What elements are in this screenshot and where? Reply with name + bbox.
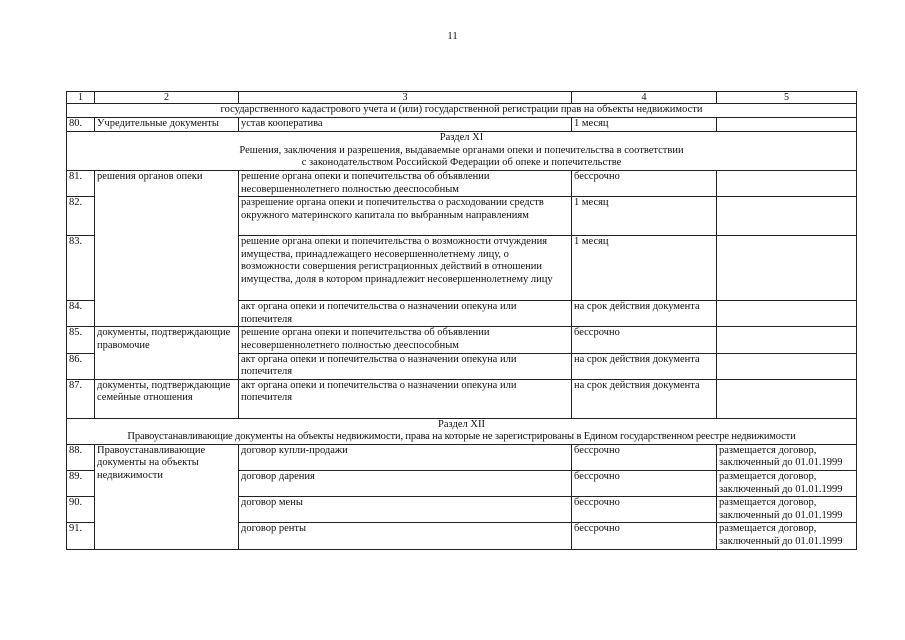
column-header-row bbox=[67, 92, 857, 104]
note bbox=[717, 301, 857, 327]
storage-period: 1 месяц bbox=[572, 118, 717, 132]
table-row bbox=[67, 171, 857, 197]
note bbox=[717, 197, 857, 236]
note bbox=[717, 379, 857, 418]
table-row bbox=[67, 118, 857, 132]
document-name: договор дарения bbox=[239, 470, 572, 496]
document-type: Учредительные документы bbox=[95, 118, 239, 132]
section-subtitle: Решения, заключения и разрешения, выдаваемые органами опеки и попечительства в соответствии bbox=[239, 144, 684, 156]
column-header: 5 bbox=[717, 92, 857, 104]
column-header: 1 bbox=[67, 92, 95, 104]
document-type: документы, подтверждающие семейные отношения bbox=[95, 379, 239, 418]
section-header bbox=[67, 418, 857, 444]
document-name: устав кооператива bbox=[239, 118, 572, 132]
section-subtitle: Правоустанавливающие документы на объекты недвижимости, права на которые не зарегистрированы в Едином государственном реестре недвижимости bbox=[127, 431, 796, 443]
section-title: Раздел XI bbox=[439, 132, 484, 143]
note: размещается договор, заключенный до 01.01.1999 bbox=[717, 470, 857, 496]
section-header-row bbox=[67, 132, 857, 171]
continuation-text: государственного кадастрового учета и (или) государственной регистрации прав на объекты недвижимости bbox=[67, 104, 857, 118]
document-type: документы, подтверждающие правомочие bbox=[95, 327, 239, 379]
row-number: 80. bbox=[67, 118, 95, 132]
document-type: решения органов опеки bbox=[95, 171, 239, 327]
document-name: акт органа опеки и попечительства о назначении опекуна или попечителя bbox=[239, 353, 572, 379]
storage-period: бессрочно bbox=[572, 444, 717, 470]
page-number: 11 bbox=[447, 30, 458, 42]
row-number: 86. bbox=[67, 353, 95, 379]
note: размещается договор, заключенный до 01.01.1999 bbox=[717, 444, 857, 470]
document-name: акт органа опеки и попечительства о назначении опекуна или попечителя bbox=[239, 301, 572, 327]
note: размещается договор, заключенный до 01.01.1999 bbox=[717, 497, 857, 523]
column-header: 2 bbox=[95, 92, 239, 104]
row-number: 87. bbox=[67, 379, 95, 418]
storage-period: бессрочно bbox=[572, 327, 717, 353]
row-number: 90. bbox=[67, 497, 95, 523]
section-subtitle: с законодательством Российской Федерации об опеке и попечительстве bbox=[301, 157, 622, 168]
storage-period: бессрочно bbox=[572, 171, 717, 197]
document-table bbox=[66, 91, 857, 550]
row-number: 89. bbox=[67, 470, 95, 496]
column-header: 3 bbox=[239, 92, 572, 104]
document-name: договор ренты bbox=[239, 523, 572, 549]
document-name: решение органа опеки и попечительства об объявлении несовершеннолетнего полностью дееспособным bbox=[239, 171, 572, 197]
note bbox=[717, 327, 857, 353]
document-name: договор купли-продажи bbox=[239, 444, 572, 470]
row-number: 84. bbox=[67, 301, 95, 327]
document-name: разрешение органа опеки и попечительства о расходовании средств окружного материнского капитала по выбранным направлениям bbox=[239, 197, 572, 236]
section-header-row bbox=[67, 418, 857, 444]
column-header: 4 bbox=[572, 92, 717, 104]
note bbox=[717, 353, 857, 379]
storage-period: 1 месяц bbox=[572, 236, 717, 301]
section-header bbox=[67, 132, 857, 171]
storage-period: 1 месяц bbox=[572, 197, 717, 236]
note bbox=[717, 171, 857, 197]
storage-period: бессрочно bbox=[572, 497, 717, 523]
document-name: акт органа опеки и попечительства о назначении опекуна или попечителя bbox=[239, 379, 572, 418]
storage-period: бессрочно bbox=[572, 523, 717, 549]
document-name: договор мены bbox=[239, 497, 572, 523]
row-number: 83. bbox=[67, 236, 95, 301]
table-row bbox=[67, 327, 857, 353]
continuation-row bbox=[67, 104, 857, 118]
storage-period: на срок действия документа bbox=[572, 379, 717, 418]
document-name: решение органа опеки и попечительства о возможности отчуждения имущества, принадлежащего несовершеннолетнему лицу, о возможности совершения регистрационных действий в отношении имущества, доля в котором принадлежит несовершеннолетнему лицу bbox=[239, 236, 572, 301]
table-row bbox=[67, 379, 857, 418]
row-number: 85. bbox=[67, 327, 95, 353]
document-type: Правоустанавливающие документы на объекты недвижимости bbox=[95, 444, 239, 549]
row-number: 91. bbox=[67, 523, 95, 549]
document-name: решение органа опеки и попечительства об объявлении несовершеннолетнего полностью дееспособным bbox=[239, 327, 572, 353]
storage-period: на срок действия документа bbox=[572, 353, 717, 379]
section-title: Раздел XII bbox=[438, 418, 485, 430]
storage-period: бессрочно bbox=[572, 470, 717, 496]
table-row bbox=[67, 444, 857, 470]
storage-period: на срок действия документа bbox=[572, 301, 717, 327]
note bbox=[717, 236, 857, 301]
note: размещается договор, заключенный до 01.01.1999 bbox=[717, 523, 857, 549]
row-number: 82. bbox=[67, 197, 95, 236]
note bbox=[717, 118, 857, 132]
row-number: 81. bbox=[67, 171, 95, 197]
row-number: 88. bbox=[67, 444, 95, 470]
